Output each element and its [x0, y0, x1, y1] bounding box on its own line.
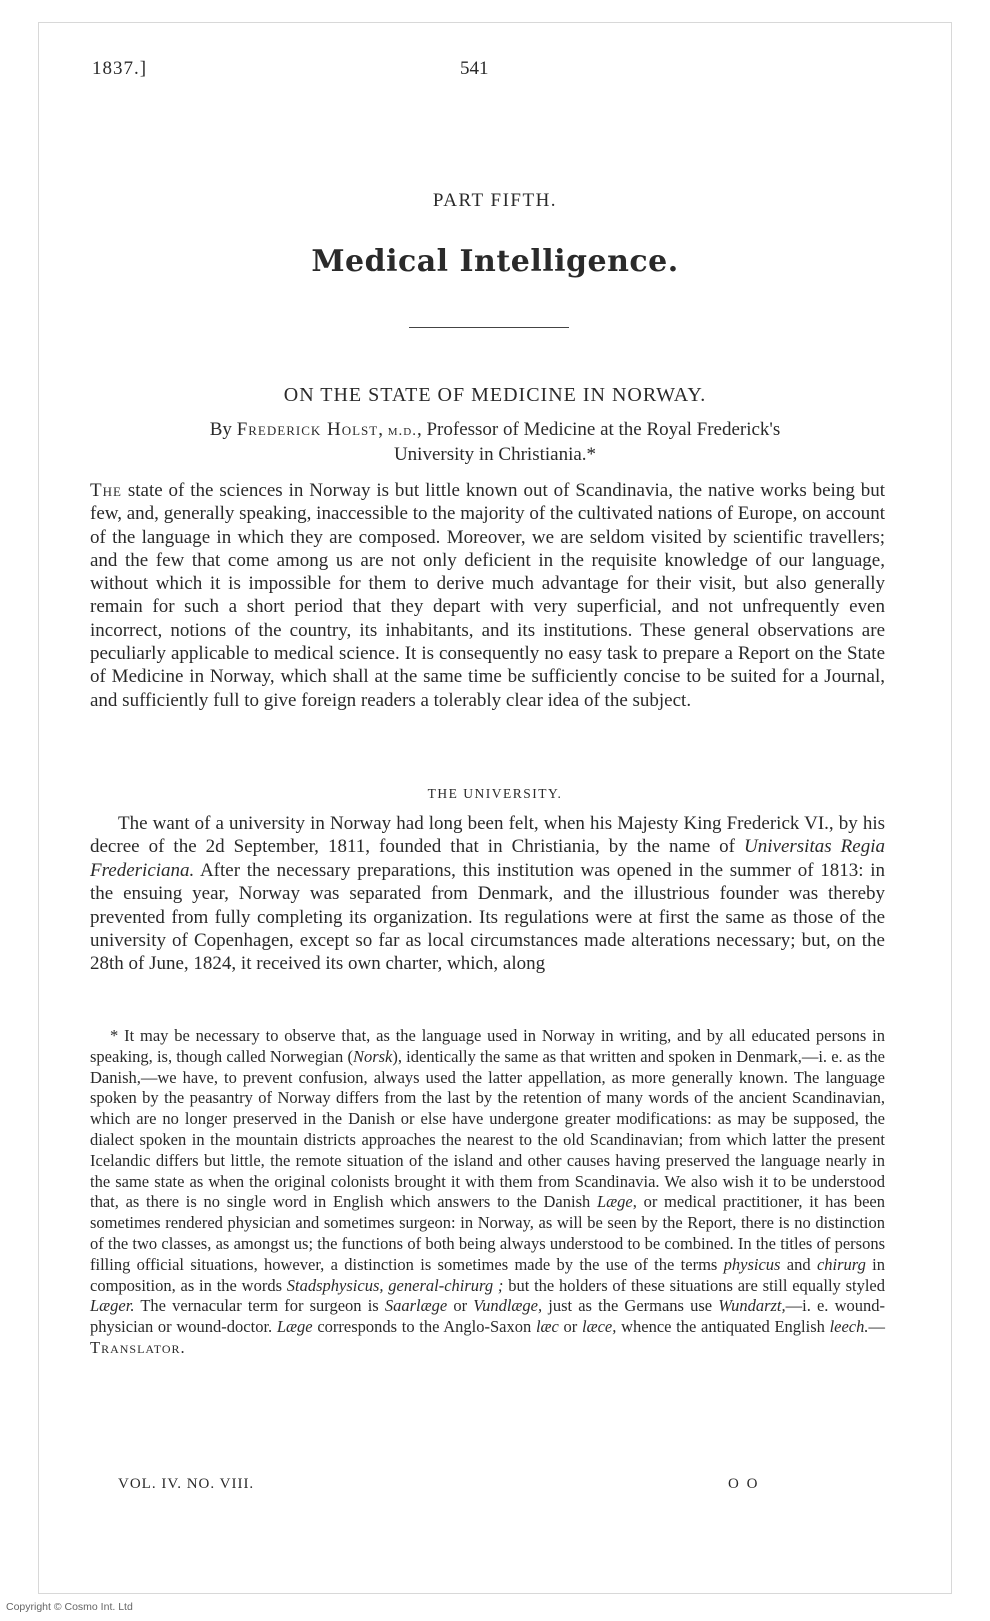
fn-text: ), identically the same as that written and spoken in Denmark,—i. e. as the Danish,—we have, to prevent confusion, always used the latter appellation, as more generally known. The language spoken by the peasantry of Norway differs from the last by the retention of many words of the ancient Scandinavian, which are no longer preserved in the Danish or else have undergone greater modifications: as may be supposed, the dialect spoken in the mountain districts approaches the nearest to the old Scandinavian; from which latter the present Icelandic differs but little, the remote situation of the island and other causes having preserved the language nearly in the same state as when the original colonists brought it with them from Scandinavia. We also wish it to be understood that, as there is no single word in English which answers to the Danish: [90, 1046, 885, 1212]
divider-rule: [409, 327, 569, 328]
fn-italic: chirurg: [816, 1254, 866, 1274]
intro-text: state of the sciences in Norway is but little known out of Scandinavia, the native works being but few, and, generally speaking, inaccessible to the majority of the cultivated nations of Europe, on account of the language in which they are composed. Moreover, we are seldom visited by scientific travellers; and the few that come among us are not only deficient in the requisite knowledge of our language, without which it is impossible for them to derive much advantage for their visit, but also generally remain for such a short period that they depart with very superficial, and not unfrequently even incorrect, notions of the country, its inhabitants, and its institutions. These general observations are peculiarly applicable to medical science. It is consequently no easy task to prepare a Report on the State of Medicine in Norway, which shall at the same time be sufficiently concise to be suited for a Journal, and sufficiently full to give foreign readers a tolerably clear idea of the subject.: [90, 480, 885, 711]
fn-text: , or medical practitioner, it has been sometimes rendered physician and sometimes surgeon: in Norway, as will be seen by the Report, there is no distinction of the two classes, as amongst us; the functions of both being always understood to be combined. In the titles of persons filling official situations, however, a distinction is sometimes made by the use of the terms: [90, 1192, 885, 1274]
fn-text: whence the antiquated English: [616, 1317, 830, 1337]
author-affiliation: University in Christiania.*: [393, 444, 597, 465]
fn-text: and: [780, 1254, 817, 1274]
para2-text-b: After the necessary preparations, this institution was opened in the summer of 1813: in the ensuing year, Norway was separated from Denmark, and the illustrious founder was thereby prevented from fully completing its organization. Its regulations were at first the same as those of the university of Copenhagen, except so far as local circumstances made alterations necessary; but, on the 28th of June, 1824, it received its own charter, which, along: [90, 859, 885, 975]
fn-text: but the holders of these situations are still equally styled: [503, 1275, 886, 1295]
fn-text: —: [868, 1317, 886, 1337]
fn-text: The vernacular term for surgeon is: [134, 1296, 385, 1316]
fn-italic: Saarlæge: [384, 1296, 448, 1316]
subheading: THE UNIVERSITY.: [427, 786, 563, 801]
fn-translator: Translator.: [90, 1337, 186, 1357]
fn-italic: læc: [535, 1317, 559, 1337]
byline: By Frederick Holst, m.d., Professor of Medicine at the Royal Frederick's University in Christiania.*: [209, 419, 781, 465]
fn-italic: Læger.: [90, 1296, 135, 1316]
intro-paragraph: [90, 479, 885, 712]
footnote: [90, 1026, 885, 1359]
fn-text: corresponds to the Anglo-Saxon: [312, 1317, 536, 1337]
volume-signature: VOL. IV. NO. VIII.: [118, 1476, 255, 1492]
latin-name: Universitas Regia Fredericiana.: [90, 836, 885, 881]
fn-italic: Stadsphysicus, general-chirurg ;: [286, 1275, 504, 1295]
article-title: ON THE STATE OF MEDICINE IN NORWAY.: [283, 384, 707, 406]
fn-italic: Wundarzt,: [718, 1296, 786, 1316]
fn-italic: læce,: [582, 1317, 617, 1337]
fn-text: or: [558, 1317, 583, 1337]
section-heading: Medical Intelligence.: [311, 244, 679, 279]
fn-text: —i. e. wound-physician or wound-doctor.: [90, 1296, 885, 1337]
part-heading: PART FIFTH.: [432, 190, 558, 211]
fn-italic: leech.: [829, 1317, 869, 1337]
author-degree: m.d.: [387, 423, 417, 439]
copyright-notice: Copyright © Cosmo Int. Ltd: [6, 1601, 133, 1613]
fn-italic: Vundlæge,: [473, 1296, 543, 1316]
fn-text: just as the Germans use: [542, 1296, 719, 1316]
fn-text: or: [447, 1296, 474, 1316]
header-year: 1837.]: [92, 58, 148, 79]
fn-italic: Læge: [596, 1192, 633, 1212]
para2-text-a: The want of a university in Norway had long been felt, when his Majesty King Frederick VI., by his decree of the 2d September, 1811, founded that in Christiania, by the name of: [90, 813, 885, 858]
author-role: , Professor of Medicine at the Royal Frederick's: [416, 419, 781, 440]
page-number: 541: [460, 58, 489, 79]
fn-text: * It may be necessary to observe that, as the language used in Norway in writing, and by all educated persons in speaking, is, though called Norwegian (: [90, 1026, 885, 1066]
fn-italic: Læge: [276, 1317, 313, 1337]
printer-signature: O O: [728, 1476, 760, 1492]
fn-italic: physicus: [723, 1254, 781, 1274]
author-name: Frederick Holst: [236, 419, 379, 440]
university-paragraph: [90, 812, 885, 976]
byline-by: By: [209, 419, 232, 440]
fn-italic: Norsk: [352, 1046, 393, 1066]
fn-text: in composition, as in the words: [90, 1254, 885, 1295]
intro-first-word: The: [90, 480, 122, 501]
